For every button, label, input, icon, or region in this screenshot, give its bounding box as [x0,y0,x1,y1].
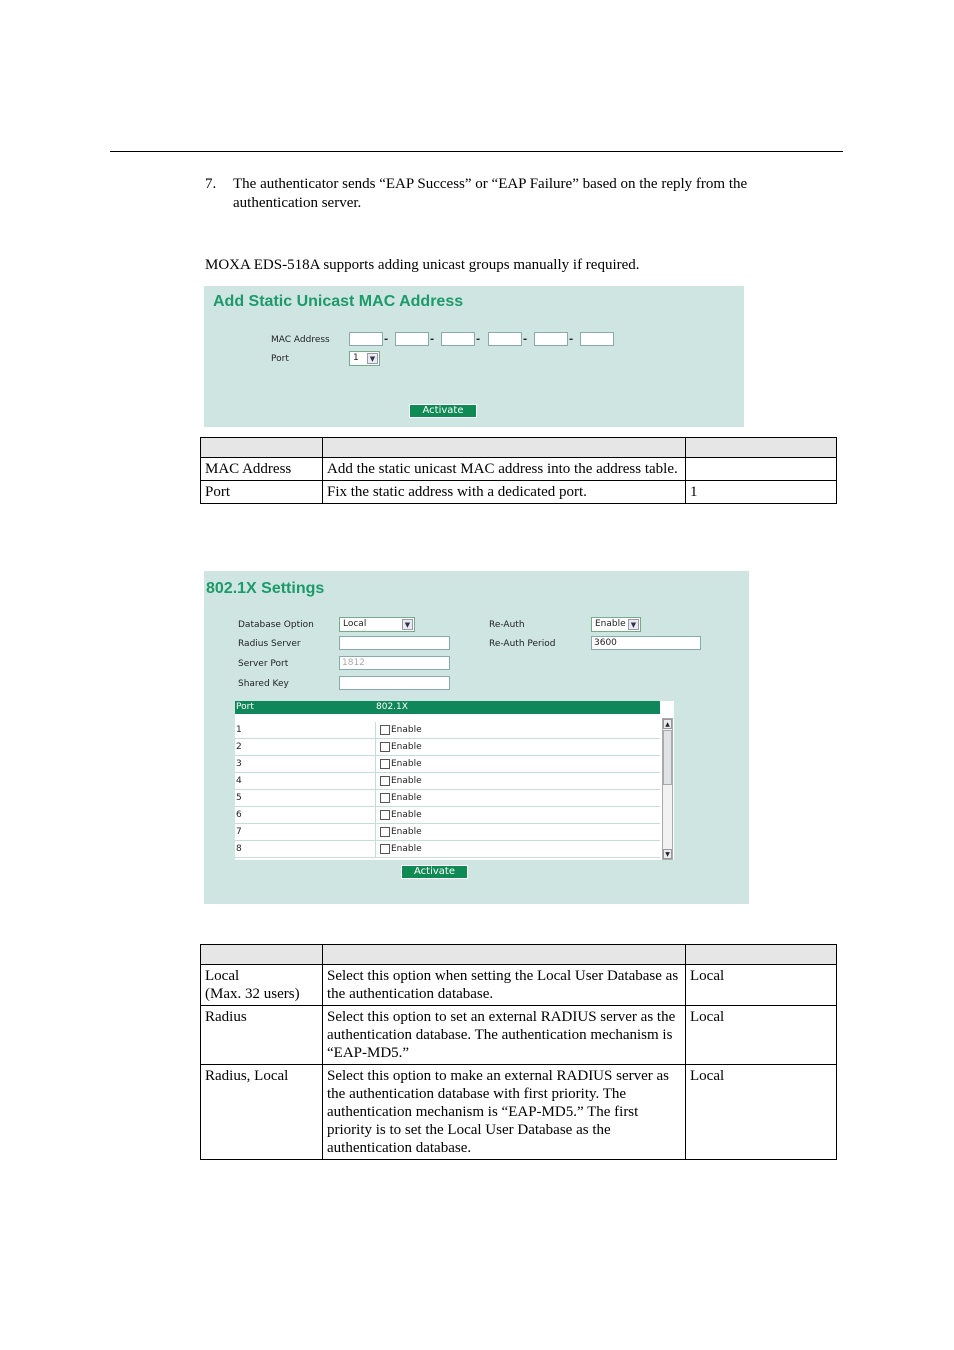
description-cell: Fix the static address with a dedicated port. [323,481,686,504]
description-cell: Select this option to set an external RADIUS server as the authentication database. The authentication mechanism is “EAP-MD5.” [323,1006,686,1065]
header-cell [686,945,837,965]
header-cell [201,438,323,458]
default-cell: Local [686,1065,837,1160]
column-divider [375,841,376,857]
port-list-scrollbar[interactable] [662,718,673,860]
mac-octet-6[interactable] [580,332,614,346]
column-divider [375,790,376,806]
reauth-select[interactable] [591,617,641,632]
enable-label: Enable [391,776,422,786]
mac-octet-1[interactable] [349,332,383,346]
enable-label: Enable [391,810,422,820]
list-item [235,773,660,790]
reauth-period-input[interactable] [591,636,701,650]
list-item [235,756,660,773]
setting-cell: MAC Address [201,458,323,481]
enable-label: Enable [391,827,422,837]
scrollbar-thumb[interactable] [663,730,672,785]
reauth-period-value: 3600 [594,638,617,648]
enable-checkbox[interactable] [380,844,390,854]
server-port-input[interactable] [339,656,450,670]
default-cell: Local [686,965,837,1006]
list-item [235,739,660,756]
setting-cell: Port [201,481,323,504]
description-cell: Select this option when setting the Local User Database as the authentication database. [323,965,686,1006]
shared-key-label: Shared Key [238,679,289,689]
default-cell: Local [686,1006,837,1065]
list-item [235,722,660,739]
default-cell: 1 [686,481,837,504]
port-select[interactable] [349,351,380,366]
column-divider [375,756,376,772]
port-number: 5 [236,793,242,803]
enable-label: Enable [391,793,422,803]
dot1x-panel-title: 802.1X Settings [206,580,325,597]
enable-checkbox[interactable] [380,742,390,752]
column-divider [375,824,376,840]
mac-dash: - [569,334,574,345]
header-cell [201,945,323,965]
table-header-row [201,438,837,458]
step-number: 7. [205,176,217,192]
step-text: The authenticator sends “EAP Success” or “EAP Failure” based on the reply from the authentication server. [233,176,748,211]
table-row [201,1006,837,1065]
enable-checkbox[interactable] [380,810,390,820]
mac-octet-4[interactable] [488,332,522,346]
reauth-period-label: Re-Auth Period [489,639,556,649]
activate-button[interactable]: Activate [409,404,477,418]
chevron-down-icon: ▼ [367,353,378,364]
enable-checkbox[interactable] [380,759,390,769]
list-item [235,790,660,807]
scroll-down-icon[interactable]: ▼ [663,849,672,859]
table-row [201,481,837,504]
mac-dash: - [384,334,389,345]
enable-label: Enable [391,742,422,752]
port-column-header: Port [236,702,254,712]
header-rule [110,151,843,152]
port-number: 2 [236,742,242,752]
scroll-up-icon[interactable]: ▲ [663,719,672,729]
mac-dash: - [430,334,435,345]
database-option-table [200,944,837,1160]
setting-cell: Local (Max. 32 users) [201,965,323,1006]
dot1x-activate-button[interactable]: Activate [401,865,468,879]
mac-octet-5[interactable] [534,332,568,346]
table-row [201,1065,837,1160]
port-number: 3 [236,759,242,769]
radius-server-label: Radius Server [238,639,301,649]
default-cell [686,458,837,481]
reauth-label: Re-Auth [489,620,525,630]
setting-cell: Radius [201,1006,323,1065]
mac-dash: - [476,334,481,345]
port-number: 7 [236,827,242,837]
chevron-down-icon: ▼ [628,619,639,630]
reauth-value: Enable [595,619,626,629]
server-port-value: 1812 [342,658,365,668]
dot1x-column-header: 802.1X [376,702,408,712]
table-row [201,965,837,1006]
chevron-down-icon: ▼ [402,619,413,630]
mac-octet-2[interactable] [395,332,429,346]
database-option-value: Local [343,619,367,629]
port-list [235,701,674,860]
column-divider [375,739,376,755]
mac-octet-3[interactable] [441,332,475,346]
port-number: 8 [236,844,242,854]
port-select-value: 1 [353,353,359,363]
mac-address-label: MAC Address [271,335,330,345]
header-cell [686,438,837,458]
shared-key-input[interactable] [339,676,450,690]
port-number: 4 [236,776,242,786]
intro-paragraph: MOXA EDS-518A supports adding unicast groups manually if required. [205,257,640,273]
header-cell [323,438,686,458]
database-option-select[interactable] [339,617,415,632]
column-divider [375,722,376,738]
setting-cell: Radius, Local [201,1065,323,1160]
description-cell: Select this option to make an external RADIUS server as the authentication database with first priority. The authentication mechanism is “EAP-MD5.” The first priority is to set the Local User Database as the authentication database. [323,1065,686,1160]
unicast-mac-panel [204,286,744,427]
enable-label: Enable [391,725,422,735]
table-row [201,458,837,481]
mac-dash: - [523,334,528,345]
description-cell: Add the static unicast MAC address into the address table. [323,458,686,481]
enable-checkbox[interactable] [380,725,390,735]
enable-checkbox[interactable] [380,793,390,803]
list-item [235,824,660,841]
column-divider [375,773,376,789]
enable-label: Enable [391,844,422,854]
port-number: 1 [236,725,242,735]
enable-checkbox[interactable] [380,776,390,786]
database-option-label: Database Option [238,620,314,630]
column-divider [375,807,376,823]
list-item [235,807,660,824]
unicast-settings-table [200,437,837,504]
enable-checkbox[interactable] [380,827,390,837]
list-item [235,841,660,858]
port-number: 6 [236,810,242,820]
unicast-panel-title: Add Static Unicast MAC Address [213,293,464,310]
port-list-header [235,701,660,714]
server-port-label: Server Port [238,659,289,669]
port-label: Port [271,354,289,364]
enable-label: Enable [391,759,422,769]
table-header-row [201,945,837,965]
header-cell [323,945,686,965]
radius-server-input[interactable] [339,636,450,650]
